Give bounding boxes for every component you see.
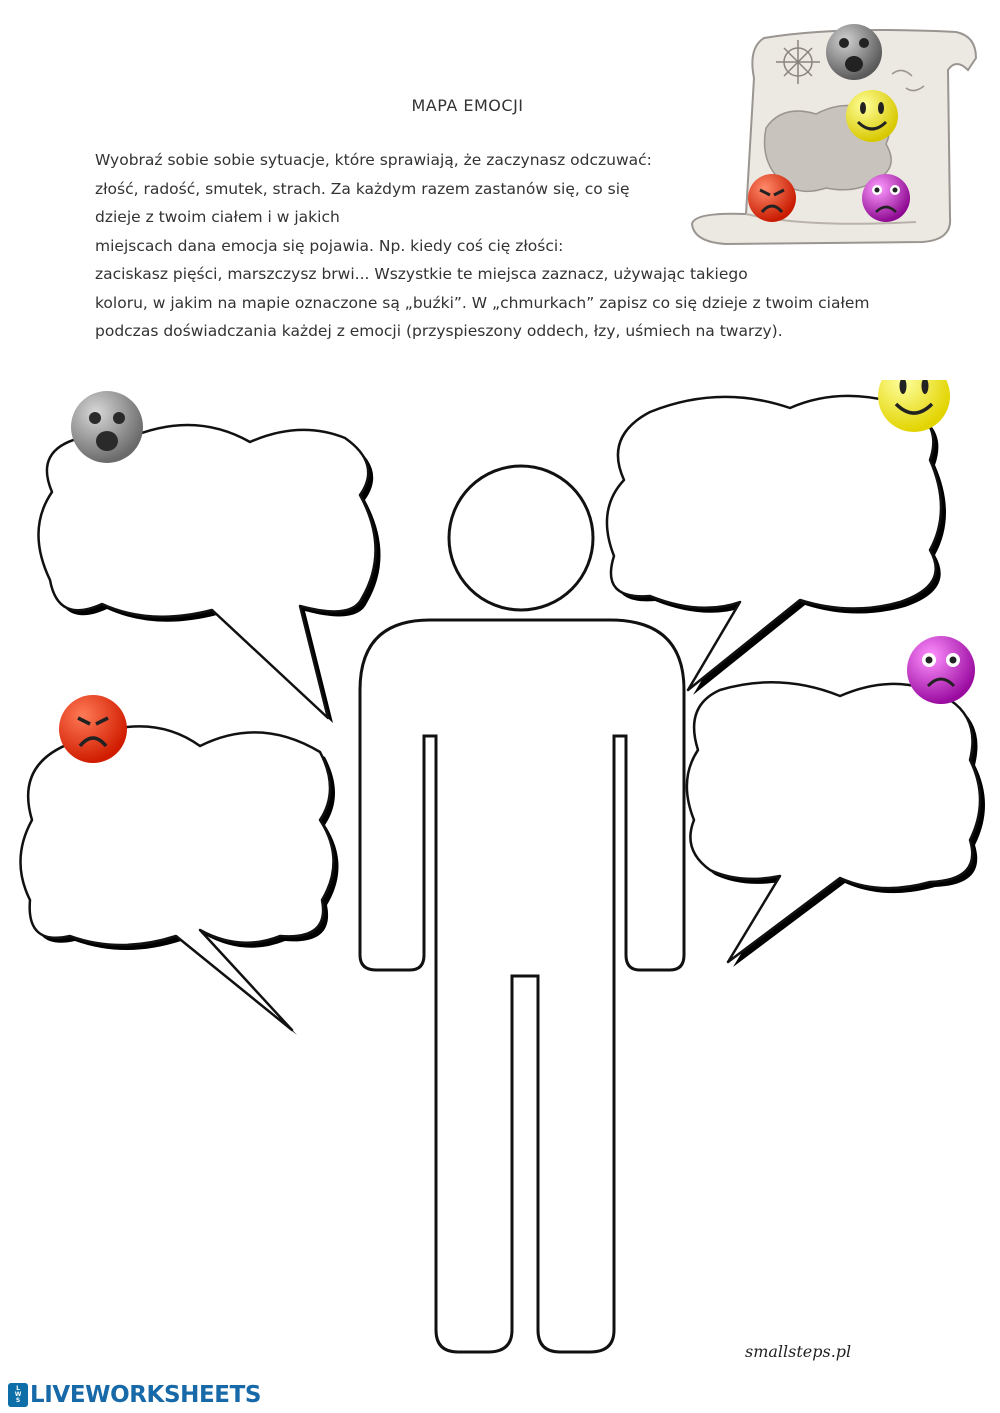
instruction-line: koloru, w jakim na mapie oznaczone są „buźki”. W „chmurkach” zapisz co się dzieje z twoim ciałem [95,293,870,312]
angry-face-icon [748,174,796,222]
angry-thought-cloud[interactable] [20,726,338,1035]
instruction-line: złość, radość, smutek, strach. Za każdym razem zastanów się, co się [95,179,630,198]
instruction-line: Wyobraź sobie sobie sytuacje, które sprawiają, że zaczynasz odczuwać: [95,151,652,169]
instruction-line: zaciskasz pięści, marszczysz brwi... Wszystkie te miejsca zaznacz, używając takiego [95,265,748,283]
scared-face-icon [826,24,882,80]
footer-brand[interactable] [8,1381,261,1409]
logo-letter: L [16,1385,20,1392]
page-title: MAPA EMOCJI [411,96,524,115]
sad-face-icon [907,636,975,704]
logo-letter: S [15,1397,21,1404]
scared-thought-cloud[interactable] [38,425,380,723]
brand-name: LIVEWORKSHEETS [30,1382,262,1408]
sad-face-icon [862,174,910,222]
sad-thought-cloud[interactable] [687,682,985,967]
liveworksheets-logo-icon [8,1383,28,1407]
emotion-map-illustration [686,18,986,268]
credit-text: smallsteps.pl [745,1342,852,1361]
body-map-scene [0,380,1000,1380]
angry-face-icon [59,695,127,763]
happy-face-icon [846,90,898,142]
logo-letter: W [14,1391,22,1398]
torso-outline [360,620,684,1352]
scared-face-icon [71,391,143,463]
instruction-line: miejscach dana emocja się pojawia. Np. kiedy coś cię złości: [95,236,564,255]
instruction-line: podczas doświadczania każdej z emocji (przyspieszony oddech, łzy, uśmiech na twarzy). [95,322,783,340]
instruction-line: dzieje z twoim ciałem i w jakich [95,208,340,226]
head-outline [449,466,593,610]
